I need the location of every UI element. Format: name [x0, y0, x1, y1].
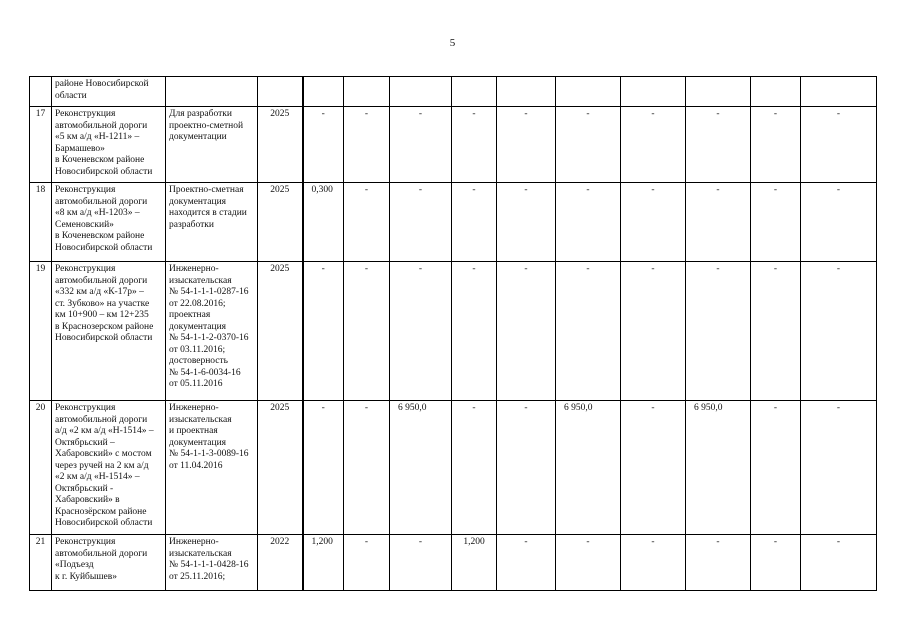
table-row-continuation [30, 77, 877, 107]
documentation-cell: Для разработки проектно-сметной документации [166, 107, 258, 183]
value-cell: - [303, 107, 344, 183]
value-cell: - [621, 183, 686, 262]
value-cell [497, 77, 556, 107]
table-row [30, 401, 877, 535]
value-cell: - [452, 107, 497, 183]
value-cell [390, 77, 452, 107]
row-number-cell [30, 77, 52, 107]
value-cell: - [686, 107, 751, 183]
value-cell: - [390, 107, 452, 183]
value-cell: - [556, 262, 621, 401]
row-number-cell: 20 [30, 401, 52, 535]
value-cell [452, 77, 497, 107]
value-cell: 0,300 [303, 183, 344, 262]
value-cell: - [344, 183, 390, 262]
value-cell: - [686, 262, 751, 401]
year-cell: 2025 [258, 183, 303, 262]
year-cell: 2022 [258, 535, 303, 591]
table-row [30, 262, 877, 401]
table-row [30, 107, 877, 183]
value-cell [801, 77, 877, 107]
table-row [30, 183, 877, 262]
documentation-cell: Проектно-сметная документация находится в стадии разработки [166, 183, 258, 262]
value-cell: - [751, 262, 801, 401]
value-cell: - [801, 262, 877, 401]
value-cell [751, 77, 801, 107]
value-cell: - [497, 535, 556, 591]
object-name-cell: Реконструкция автомобильной дороги а/д «2 км а/д «Н-1514» – Октябрьский – Хабаровский» с мостом через ручей на 2 км а/д «2 км а/д «Н-1514» – Октябрьский - Хабаровский» в Краснозёрском районе Новосибирской области [52, 401, 166, 535]
value-cell: - [801, 401, 877, 535]
year-cell: 2025 [258, 401, 303, 535]
page-number: 5 [449, 37, 456, 49]
value-cell: - [344, 262, 390, 401]
documentation-cell: Инженерно- изыскательская и проектная документация № 54-1-1-3-0089-16 от 11.04.2016 [166, 401, 258, 535]
value-cell: - [497, 183, 556, 262]
row-number-cell: 21 [30, 535, 52, 591]
object-name-cell: районе Новосибирской области [52, 77, 166, 107]
value-cell: - [497, 107, 556, 183]
value-cell: - [556, 183, 621, 262]
documentation-cell [166, 77, 258, 107]
value-cell: - [801, 535, 877, 591]
value-cell: - [452, 183, 497, 262]
value-cell: - [344, 401, 390, 535]
year-cell: 2025 [258, 107, 303, 183]
value-cell: - [497, 262, 556, 401]
year-cell: 2025 [258, 262, 303, 401]
value-cell: - [452, 262, 497, 401]
value-cell: 1,200 [452, 535, 497, 591]
value-cell: - [497, 401, 556, 535]
value-cell: - [621, 401, 686, 535]
value-cell: - [303, 401, 344, 535]
value-cell: - [390, 262, 452, 401]
year-cell [258, 77, 303, 107]
value-cell: 6 950,0 [556, 401, 621, 535]
value-cell: 1,200 [303, 535, 344, 591]
value-cell: - [303, 262, 344, 401]
value-cell: - [686, 183, 751, 262]
table-row [30, 535, 877, 591]
value-cell: - [751, 183, 801, 262]
value-cell [621, 77, 686, 107]
documentation-cell: Инженерно- изыскательская № 54-1-1-1-0287-16 от 22.08.2016; проектная документация № 54-1-1-2-0370-16 от 03.11.2016; достоверность № 54-1-6-0034-16 от 05.11.2016 [166, 262, 258, 401]
object-name-cell: Реконструкция автомобильной дороги «332 км а/д «К-17р» – ст. Зубково» на участке км 10+900 – км 12+235 в Краснозерском районе Новосибирской области [52, 262, 166, 401]
value-cell: - [390, 535, 452, 591]
value-cell: - [344, 535, 390, 591]
value-cell: - [621, 535, 686, 591]
object-name-cell: Реконструкция автомобильной дороги «5 км а/д «Н-1211» – Бармашево» в Коченевском районе Новосибирской области [52, 107, 166, 183]
value-cell: - [452, 401, 497, 535]
value-cell: - [751, 107, 801, 183]
value-cell: 6 950,0 [390, 401, 452, 535]
object-name-cell: Реконструкция автомобильной дороги «Подъезд к г. Куйбышев» [52, 535, 166, 591]
value-cell: - [751, 535, 801, 591]
value-cell: - [556, 107, 621, 183]
value-cell: - [621, 107, 686, 183]
value-cell [303, 77, 344, 107]
value-cell [556, 77, 621, 107]
row-number-cell: 17 [30, 107, 52, 183]
value-cell [686, 77, 751, 107]
value-cell: 6 950,0 [686, 401, 751, 535]
value-cell: - [801, 107, 877, 183]
value-cell: - [801, 183, 877, 262]
row-number-cell: 19 [30, 262, 52, 401]
value-cell: - [344, 107, 390, 183]
value-cell: - [621, 262, 686, 401]
value-cell: - [751, 401, 801, 535]
value-cell [344, 77, 390, 107]
value-cell: - [686, 535, 751, 591]
value-cell: - [390, 183, 452, 262]
documentation-cell: Инженерно- изыскательская № 54-1-1-1-0428-16 от 25.11.2016; [166, 535, 258, 591]
road-reconstruction-table [29, 76, 877, 591]
value-cell: - [556, 535, 621, 591]
row-number-cell: 18 [30, 183, 52, 262]
object-name-cell: Реконструкция автомобильной дороги «8 км а/д «Н-1203» – Семеновский» в Коченевском районе Новосибирской области [52, 183, 166, 262]
